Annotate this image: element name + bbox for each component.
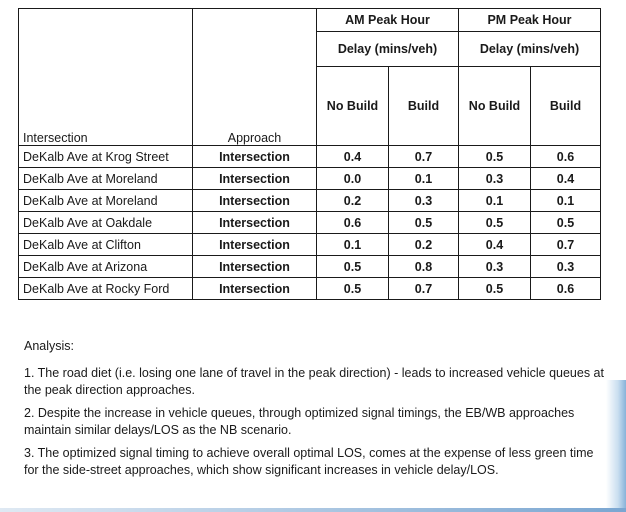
table-row [19,146,601,168]
pm-build-header: Build [531,67,601,146]
decorative-bottom-bar [0,508,626,512]
am-no-build-value: 0.4 [317,146,389,168]
approach-cell: Intersection [193,168,317,190]
intersection-header: Intersection [19,9,193,146]
am-no-build-value: 0.5 [317,278,389,300]
am-build-value: 0.7 [389,146,459,168]
am-build-value: 0.1 [389,168,459,190]
am-build-value: 0.3 [389,190,459,212]
pm-no-build-value: 0.4 [459,234,531,256]
intersection-name: DeKalb Ave at Clifton [19,234,193,256]
am-build-value: 0.5 [389,212,459,234]
am-no-build-value: 0.1 [317,234,389,256]
am-no-build-header: No Build [317,67,389,146]
pm-build-value: 0.5 [531,212,601,234]
intersection-name: DeKalb Ave at Oakdale [19,212,193,234]
am-build-value: 0.8 [389,256,459,278]
decorative-edge [606,380,626,512]
am-delay-header: Delay (mins/veh) [317,32,459,67]
table-row [19,212,601,234]
pm-no-build-value: 0.1 [459,190,531,212]
intersection-name: DeKalb Ave at Moreland [19,168,193,190]
approach-cell: Intersection [193,234,317,256]
am-build-value: 0.7 [389,278,459,300]
analysis-section [24,338,608,485]
pm-build-value: 0.1 [531,190,601,212]
am-no-build-value: 0.2 [317,190,389,212]
table-row [19,256,601,278]
pm-no-build-value: 0.5 [459,146,531,168]
approach-cell: Intersection [193,190,317,212]
pm-no-build-header: No Build [459,67,531,146]
pm-build-value: 0.4 [531,168,601,190]
am-no-build-value: 0.5 [317,256,389,278]
table-row [19,168,601,190]
pm-build-value: 0.7 [531,234,601,256]
pm-peak-header: PM Peak Hour [459,9,601,32]
analysis-point-3: 3. The optimized signal timing to achieve overall optimal LOS, comes at the expense of less green time for the side-street approaches, which show significant increases in vehicle delay/LOS. [24,446,594,477]
pm-build-value: 0.6 [531,146,601,168]
analysis-heading: Analysis: [24,339,75,353]
table-row [19,190,601,212]
approach-cell: Intersection [193,212,317,234]
am-no-build-value: 0.6 [317,212,389,234]
approach-cell: Intersection [193,256,317,278]
table-row [19,234,601,256]
intersection-name: DeKalb Ave at Rocky Ford [19,278,193,300]
approach-header: Approach [193,9,317,146]
am-peak-header: AM Peak Hour [317,9,459,32]
pm-build-value: 0.3 [531,256,601,278]
table-row [19,278,601,300]
pm-no-build-value: 0.5 [459,212,531,234]
delay-table [18,8,601,300]
pm-build-value: 0.6 [531,278,601,300]
analysis-point-2: 2. Despite the increase in vehicle queues, through optimized signal timings, the EB/WB approaches maintain similar delays/LOS as the NB scenario. [24,406,575,437]
intersection-name: DeKalb Ave at Krog Street [19,146,193,168]
am-build-value: 0.2 [389,234,459,256]
pm-no-build-value: 0.3 [459,168,531,190]
approach-cell: Intersection [193,278,317,300]
pm-delay-header: Delay (mins/veh) [459,32,601,67]
intersection-name: DeKalb Ave at Moreland [19,190,193,212]
pm-no-build-value: 0.5 [459,278,531,300]
am-build-header: Build [389,67,459,146]
intersection-name: DeKalb Ave at Arizona [19,256,193,278]
am-no-build-value: 0.0 [317,168,389,190]
approach-cell: Intersection [193,146,317,168]
pm-no-build-value: 0.3 [459,256,531,278]
analysis-point-1: 1. The road diet (i.e. losing one lane of travel in the peak direction) - leads to increased vehicle queues at the peak direction approaches. [24,366,604,397]
